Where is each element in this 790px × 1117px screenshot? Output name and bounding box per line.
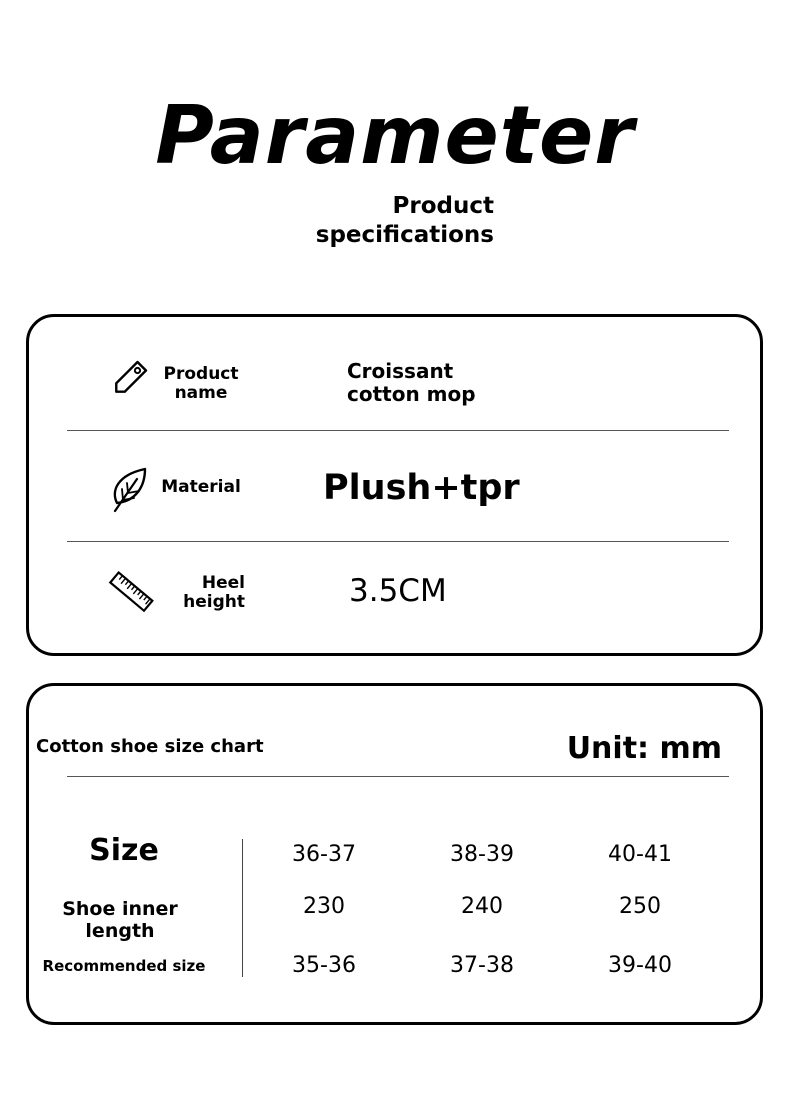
divider bbox=[67, 430, 729, 431]
product-name-label-line2: name bbox=[174, 383, 228, 403]
table-cell: 230 bbox=[303, 894, 345, 919]
row-label-size: Size bbox=[89, 833, 159, 868]
heel-height-label bbox=[169, 574, 245, 612]
row-label-recommended: Recommended size bbox=[42, 957, 206, 975]
leaf-icon bbox=[107, 465, 151, 515]
table-divider-line bbox=[242, 839, 243, 977]
material-value: Plush+tpr bbox=[323, 468, 520, 508]
table-cell: 37-38 bbox=[450, 953, 514, 978]
material-label: Material bbox=[161, 477, 241, 497]
table-cell: 35-36 bbox=[292, 953, 356, 978]
table-cell: 36-37 bbox=[292, 842, 356, 867]
heel-height-label-line1: Heel bbox=[201, 573, 245, 593]
table-cell: 38-39 bbox=[450, 842, 514, 867]
product-name-label bbox=[151, 365, 251, 403]
table-cell: 240 bbox=[461, 894, 503, 919]
table-cell: 39-40 bbox=[608, 953, 672, 978]
divider bbox=[67, 776, 729, 777]
divider bbox=[67, 541, 729, 542]
subtitle-line-2: specifications bbox=[315, 222, 494, 248]
heel-height-value: 3.5CM bbox=[349, 573, 447, 609]
page-subtitle bbox=[280, 192, 494, 250]
size-chart-title: Cotton shoe size chart bbox=[36, 736, 264, 757]
subtitle-line-1: Product bbox=[392, 193, 494, 219]
product-name-value bbox=[347, 360, 476, 406]
parameters-card bbox=[26, 314, 763, 656]
size-chart-card bbox=[26, 683, 763, 1025]
page-title: Parameter bbox=[155, 89, 635, 182]
table-cell: 250 bbox=[619, 894, 661, 919]
unit-label: Unit: mm bbox=[566, 731, 722, 766]
row-label-inner-length: Shoe inner length bbox=[62, 898, 178, 942]
ruler-icon bbox=[107, 569, 155, 615]
product-name-value-line2: cotton mop bbox=[347, 382, 476, 406]
table-cell: 40-41 bbox=[608, 842, 672, 867]
product-name-value-line1: Croissant bbox=[347, 359, 454, 383]
product-name-label-line1: Product bbox=[163, 364, 239, 384]
tag-icon bbox=[107, 357, 151, 401]
heel-height-label-line2: height bbox=[183, 592, 245, 612]
